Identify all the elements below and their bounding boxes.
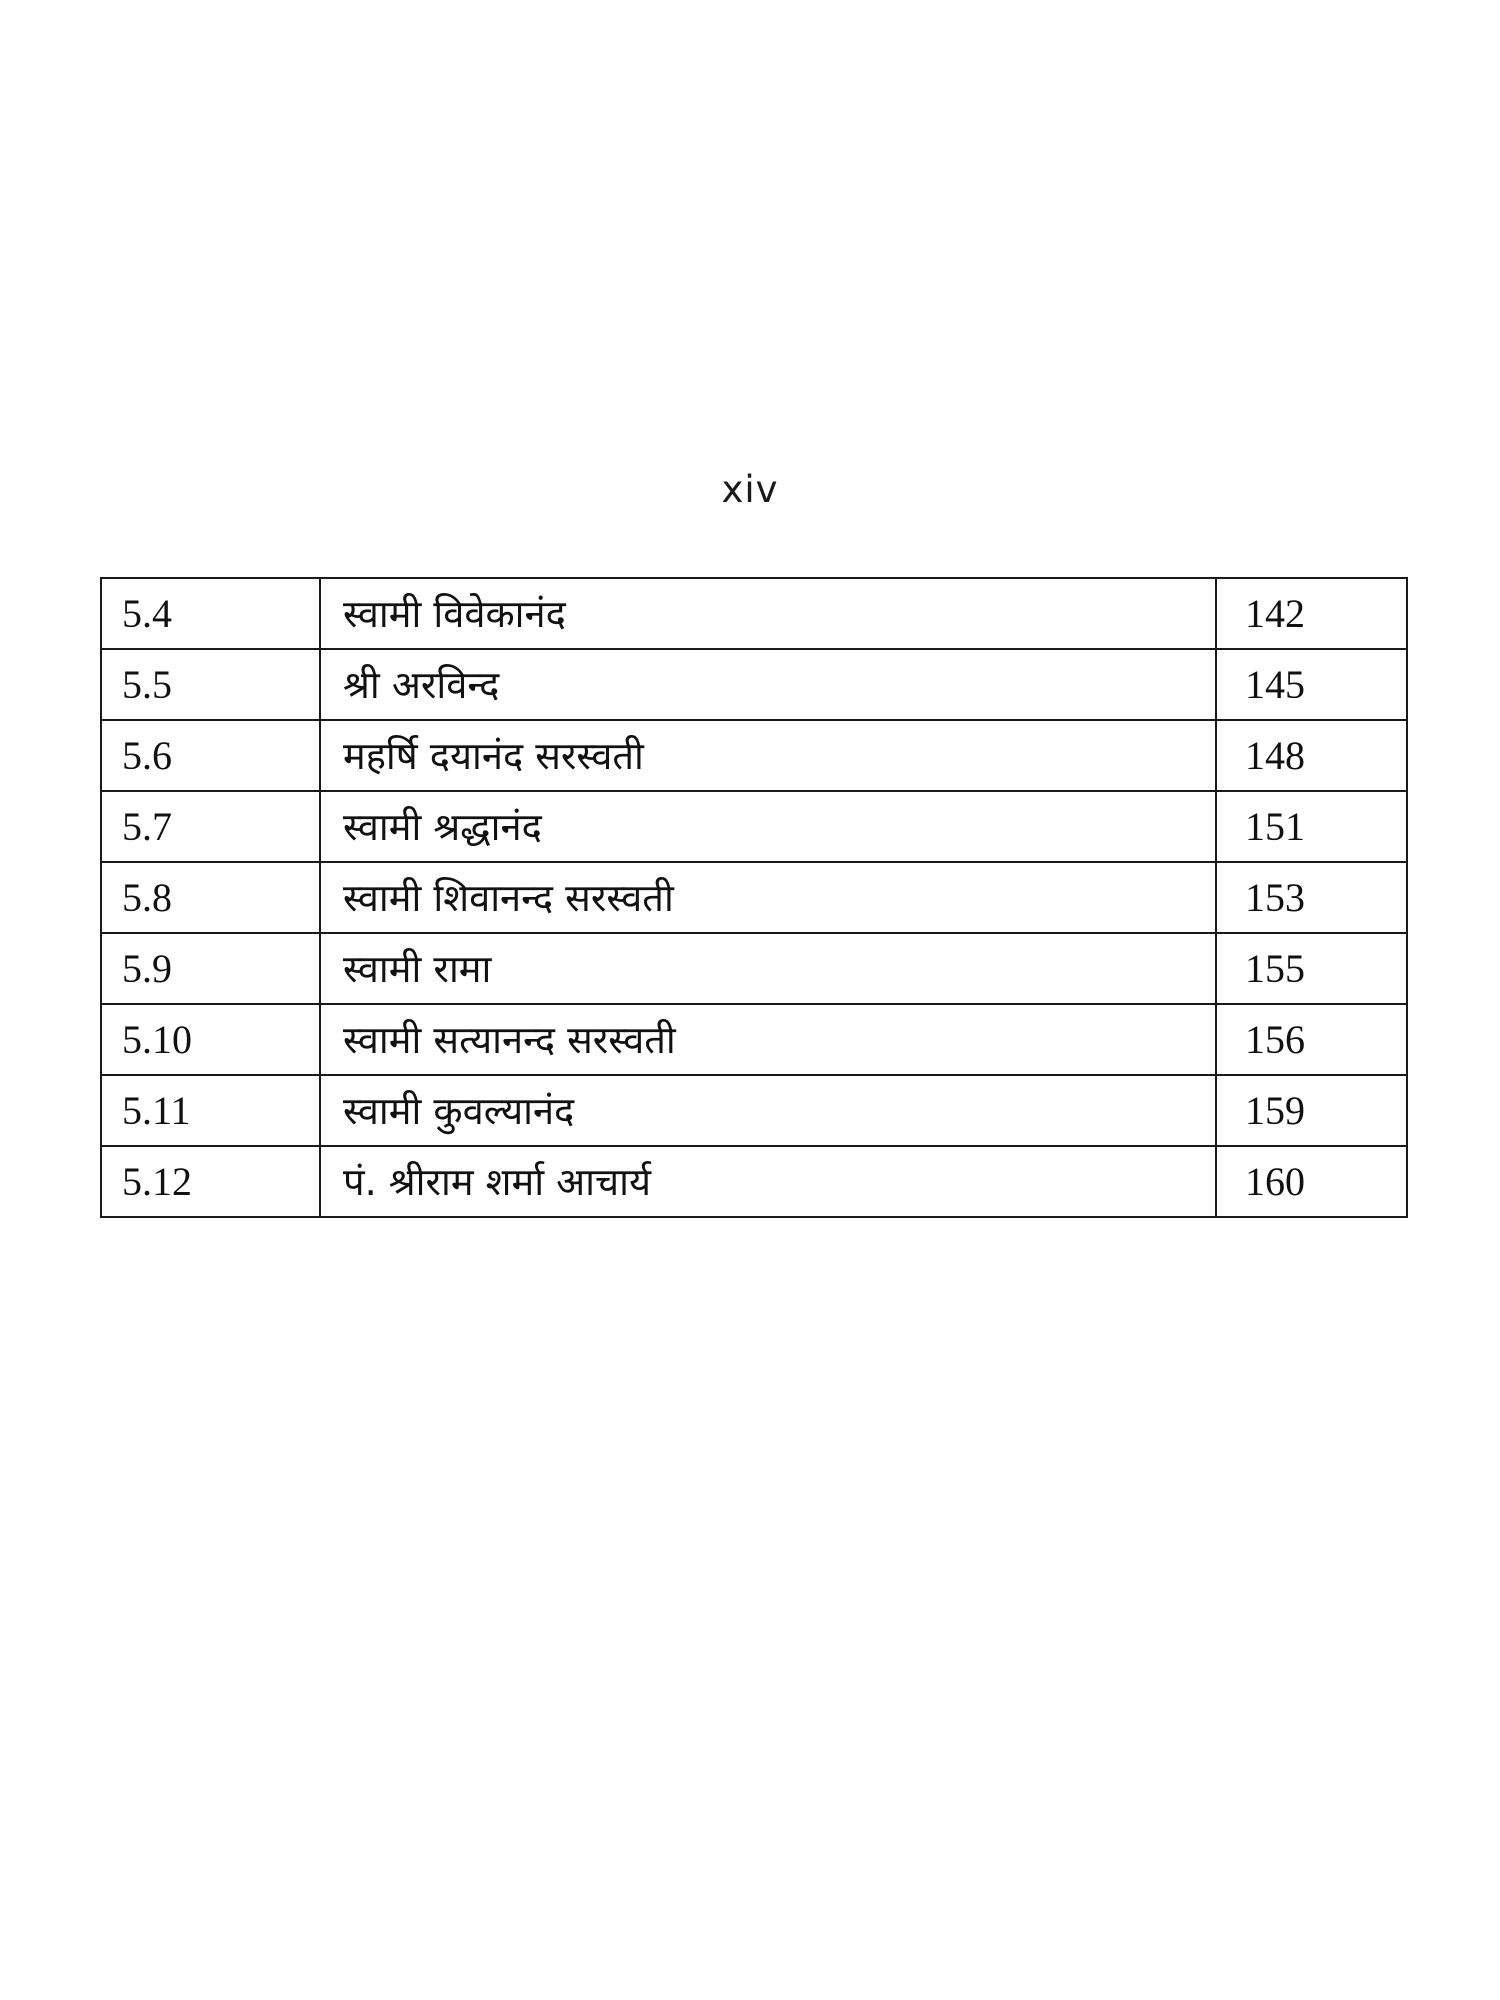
- table-row: [101, 1075, 1407, 1146]
- table-row: [101, 578, 1407, 649]
- table-row: [101, 1146, 1407, 1217]
- page-ref: 156: [1216, 1004, 1407, 1075]
- section-title: श्री अरविन्द: [320, 649, 1216, 720]
- page-number: xiv: [721, 468, 779, 511]
- section-title: स्वामी शिवानन्द सरस्वती: [320, 862, 1216, 933]
- section-number: 5.11: [101, 1075, 320, 1146]
- section-number: 5.10: [101, 1004, 320, 1075]
- section-title: स्वामी कुवल्यानंद: [320, 1075, 1216, 1146]
- section-title: स्वामी सत्यानन्द सरस्वती: [320, 1004, 1216, 1075]
- section-number: 5.6: [101, 720, 320, 791]
- section-number: 5.4: [101, 578, 320, 649]
- page-ref: 155: [1216, 933, 1407, 1004]
- section-number: 5.9: [101, 933, 320, 1004]
- page-ref: 142: [1216, 578, 1407, 649]
- section-title: महर्षि दयानंद सरस्वती: [320, 720, 1216, 791]
- section-number: 5.12: [101, 1146, 320, 1217]
- table-row: [101, 862, 1407, 933]
- table-row: [101, 791, 1407, 862]
- table-row: [101, 933, 1407, 1004]
- page-ref: 145: [1216, 649, 1407, 720]
- table-row: [101, 720, 1407, 791]
- section-number: 5.5: [101, 649, 320, 720]
- section-number: 5.7: [101, 791, 320, 862]
- page-ref: 148: [1216, 720, 1407, 791]
- section-title: पं. श्रीराम शर्मा आचार्य: [320, 1146, 1216, 1217]
- page-ref: 153: [1216, 862, 1407, 933]
- page-ref: 151: [1216, 791, 1407, 862]
- table-of-contents: [100, 577, 1408, 1218]
- page-ref: 159: [1216, 1075, 1407, 1146]
- section-title: स्वामी रामा: [320, 933, 1216, 1004]
- section-title: स्वामी श्रद्धानंद: [320, 791, 1216, 862]
- section-number: 5.8: [101, 862, 320, 933]
- table-row: [101, 1004, 1407, 1075]
- page-ref: 160: [1216, 1146, 1407, 1217]
- section-title: स्वामी विवेकानंद: [320, 578, 1216, 649]
- table-row: [101, 649, 1407, 720]
